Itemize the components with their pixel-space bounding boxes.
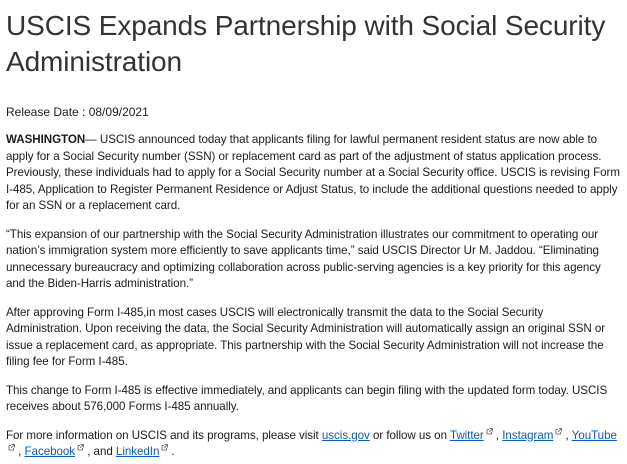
youtube-link[interactable]: YouTube — [571, 428, 617, 442]
paragraph-1 — [6, 132, 621, 215]
page-title: USCIS Expands Partnership with Social Security Administration — [6, 10, 606, 77]
paragraph-4: This change to Form I-485 is effective immediately, and applicants can begin filing with the updated form today. USCIS receives about 576,000 Forms I-485 annually. — [6, 383, 608, 413]
external-link-icon — [555, 428, 562, 435]
paragraph-5 — [6, 428, 621, 461]
uscis-gov-link[interactable]: uscis.gov — [321, 428, 370, 442]
separator: , — [15, 445, 25, 458]
twitter-link[interactable]: Twitter — [449, 428, 484, 442]
instagram-link[interactable]: Instagram — [502, 428, 554, 442]
external-link-icon — [77, 444, 84, 451]
paragraph-3: After approving Form I-485,in most cases USCIS will electronically transmit the data to the Social Security Administration. Upon receiving the data, the Social Security Administration will automatically assign an original SSN or issue a replacement card, as appropriate. This partnership with the Social Security Administration will not increase the filing fee for Form I-485. — [6, 305, 606, 368]
sentence-end: . — [168, 445, 175, 458]
separator: , and — [84, 445, 116, 458]
facebook-link[interactable]: Facebook — [24, 445, 76, 458]
article-body — [6, 132, 621, 461]
external-link-icon — [161, 444, 168, 451]
paragraph-1-text: — USCIS announced today that applicants filing for lawful permanent resident status are now able to apply for a Social Security number (SSN) or replacement card as part of the adjustment of status application process. Previously, these individuals had to apply for a Social Security number at a Social Security office. USCIS is revising Form I-485, Application to Register Permanent Residence or Adjust Status, to include the additional questions needed to apply for an SSN or a replacement card. — [6, 133, 620, 212]
release-date: Release Date : 08/09/2021 — [6, 105, 149, 119]
dateline: WASHINGTON — [6, 133, 86, 146]
separator: , — [562, 428, 572, 442]
linkedin-link[interactable]: LinkedIn — [115, 445, 160, 458]
follow-us-text: or follow us on — [369, 428, 450, 442]
external-link-icon — [8, 444, 15, 451]
paragraph-2: “This expansion of our partnership with the Social Security Administration illustrates our commitment to operating our nation’s immigration system more efficiently to save applicants time,” said USCIS Director Ur M. Jaddou. “Eliminating unnecessary bureaucracy and optimizing collaboration across public-serving agencies is a key priority for this agency and the Biden-Harris administration.” — [6, 227, 601, 290]
external-link-icon — [486, 428, 493, 435]
more-info-text: For more information on USCIS and its programs, please visit — [6, 428, 322, 442]
separator: , — [492, 428, 503, 442]
